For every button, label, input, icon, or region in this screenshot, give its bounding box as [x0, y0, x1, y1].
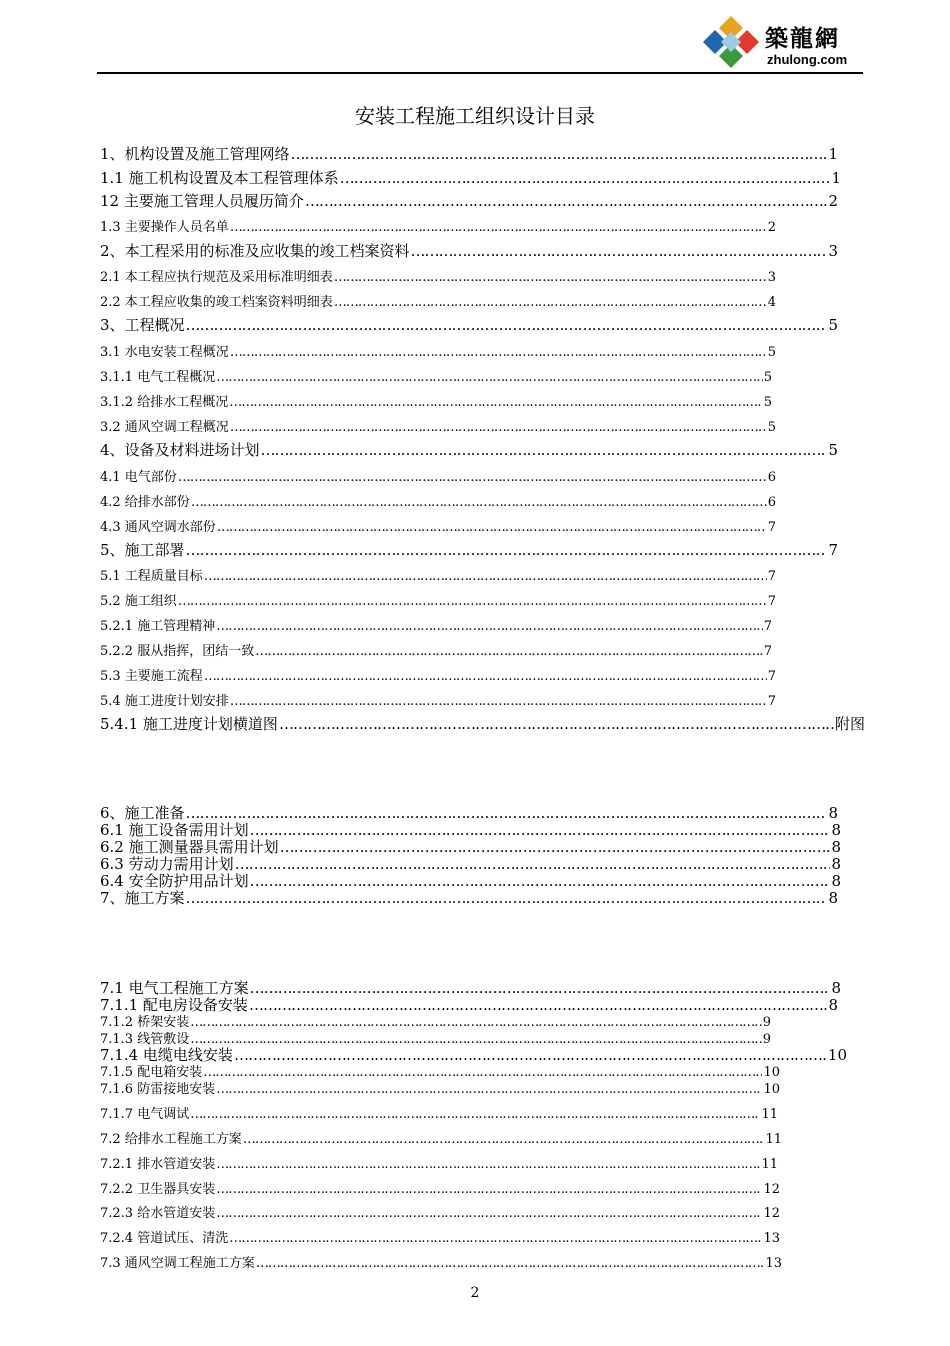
toc-leader-dots	[203, 1065, 762, 1081]
toc-leader-dots	[291, 145, 828, 163]
toc-entry[interactable]	[100, 890, 838, 907]
toc-entry[interactable]	[100, 640, 772, 659]
toc-entry-label: 4.2 给排水部份	[100, 495, 190, 510]
toc-leader-dots	[190, 1107, 760, 1122]
toc-entry[interactable]	[100, 416, 776, 435]
toc-entry-label: 12 主要施工管理人员履历简介	[100, 192, 304, 210]
toc-leader-dots	[186, 316, 828, 334]
toc-entry-label: 6.3 劳动力需用计划	[100, 855, 234, 873]
toc-entry-label: 4、设备及材料进场计划	[100, 441, 260, 459]
toc-entry-page: 5	[763, 370, 772, 385]
toc-leader-dots	[234, 1047, 827, 1064]
toc-leader-dots	[229, 1231, 762, 1246]
toc-entry[interactable]	[100, 341, 776, 360]
toc-entry-page: 8	[831, 979, 841, 997]
toc-entry[interactable]	[100, 143, 838, 164]
toc-entry-label: 5、施工部署	[100, 541, 185, 559]
toc-entry-page: 8	[828, 889, 838, 907]
toc-entry-page: 11	[765, 1132, 782, 1147]
toc-entry-label: 7、施工方案	[100, 889, 185, 907]
toc-entry[interactable]	[100, 665, 776, 684]
toc-leader-dots	[279, 715, 834, 733]
toc-entry-page: 8	[831, 821, 841, 839]
toc-entry-page: 12	[763, 1206, 780, 1221]
toc-entry-label: 2、本工程采用的标准及应收集的竣工档案资料	[100, 242, 410, 260]
toc-entry[interactable]	[100, 491, 776, 510]
toc-leader-dots	[340, 169, 831, 187]
toc-entry-page: 7	[767, 520, 776, 535]
toc-leader-dots	[216, 370, 763, 385]
toc-leader-dots	[216, 1206, 762, 1221]
toc-leader-dots	[178, 594, 767, 609]
toc-entry-page: 12	[763, 1182, 780, 1197]
toc-entry-page: 7	[767, 694, 776, 709]
toc-entry[interactable]	[100, 190, 838, 211]
toc-leader-dots	[411, 242, 828, 260]
toc-entry[interactable]	[100, 167, 841, 188]
toc-entry-label: 7.1.4 电缆电线安装	[100, 1046, 233, 1064]
toc-leader-dots	[190, 1032, 762, 1048]
toc-entry[interactable]	[100, 1128, 782, 1147]
toc-entry[interactable]	[100, 466, 776, 485]
logo-text-chinese: 築龍網	[765, 26, 840, 52]
toc-entry[interactable]	[100, 980, 841, 997]
toc-entry-label: 3.1 水电安装工程概况	[100, 345, 229, 360]
toc-entry[interactable]	[100, 690, 776, 709]
toc-entry-page: 8	[831, 872, 841, 890]
toc-entry[interactable]	[100, 615, 772, 634]
toc-entry-label: 7.1.7 电气调试	[100, 1107, 190, 1122]
toc-leader-dots	[204, 669, 767, 684]
toc-leader-dots	[250, 822, 831, 839]
toc-entry[interactable]	[100, 1252, 782, 1271]
toc-entry[interactable]	[100, 516, 776, 535]
toc-entry[interactable]	[100, 1202, 780, 1221]
toc-entry[interactable]	[100, 839, 841, 856]
toc-entry-label: 5.2.1 施工管理精神	[100, 619, 216, 634]
toc-entry[interactable]	[100, 240, 838, 261]
toc-entry-page: 11	[761, 1157, 778, 1172]
zhulong-diamond-logo-icon	[701, 14, 761, 70]
toc-entry[interactable]	[100, 266, 776, 285]
toc-leader-dots	[186, 890, 828, 907]
toc-entry-page: 7	[763, 619, 772, 634]
toc-entry-label: 2.1 本工程应执行规范及采用标准明细表	[100, 270, 333, 285]
toc-entry[interactable]	[100, 997, 838, 1014]
toc-entry-page: 8	[828, 996, 838, 1014]
toc-entry-label: 4.1 电气部份	[100, 470, 177, 485]
toc-entry-page: 3	[767, 270, 776, 285]
toc-leader-dots	[305, 192, 828, 210]
toc-entry[interactable]	[100, 1103, 778, 1122]
toc-entry-label: 1.1 施工机构设置及本工程管理体系	[100, 169, 339, 187]
toc-entry[interactable]	[100, 1015, 771, 1031]
toc-entry[interactable]	[100, 539, 838, 560]
toc-entry-page: 4	[767, 295, 776, 310]
toc-entry-page: 8	[831, 855, 841, 873]
toc-entry-page: 11	[761, 1107, 778, 1122]
toc-entry-page: 9	[762, 1015, 771, 1030]
toc-leader-dots	[243, 1132, 765, 1147]
header-rule	[97, 72, 863, 74]
toc-entry[interactable]	[100, 439, 838, 460]
toc-leader-dots	[256, 1256, 765, 1271]
toc-entry-label: 5.4.1 施工进度计划横道图	[100, 715, 278, 733]
toc-entry-page: 2	[828, 192, 838, 210]
toc-leader-dots	[230, 420, 767, 435]
toc-leader-dots	[186, 541, 828, 559]
toc-leader-dots	[261, 441, 828, 459]
toc-entry-page: 7	[767, 594, 776, 609]
toc-leader-dots	[178, 470, 767, 485]
toc-entry[interactable]	[100, 590, 776, 609]
toc-entry-page: 6	[767, 470, 776, 485]
toc-leader-dots	[230, 694, 767, 709]
toc-leader-dots	[229, 395, 763, 410]
toc-leader-dots	[230, 345, 767, 360]
toc-entry-label: 4.3 通风空调水部份	[100, 520, 216, 535]
toc-entry-page: 5	[828, 441, 838, 459]
toc-leader-dots	[255, 644, 763, 659]
toc-entry[interactable]	[100, 1227, 780, 1246]
toc-entry-label: 6.2 施工测量器具需用计划	[100, 838, 279, 856]
toc-entry-label: 5.4 施工进度计划安排	[100, 694, 229, 709]
toc-entry-label: 7.1.1 配电房设备安装	[100, 996, 248, 1014]
toc-entry[interactable]	[100, 366, 772, 385]
toc-entry-page: 10	[763, 1082, 780, 1097]
toc-leader-dots	[250, 980, 831, 997]
toc-entry[interactable]	[100, 314, 838, 335]
toc-entry-page: 1	[831, 169, 841, 187]
toc-entry-page: 7	[763, 644, 772, 659]
toc-leader-dots	[204, 569, 767, 584]
toc-entry-label: 3.1.2 给排水工程概况	[100, 395, 229, 410]
toc-entry[interactable]	[100, 713, 865, 734]
toc-entry-label: 1、机构设置及施工管理网络	[100, 145, 290, 163]
toc-entry-label: 3、工程概况	[100, 316, 185, 334]
document-title: 安装工程施工组织设计目录	[355, 104, 595, 128]
toc-entry-label: 7.1.2 桥架安装	[100, 1015, 190, 1030]
toc-entry-page: 7	[767, 669, 776, 684]
toc-entry-label: 7.1.5 配电箱安装	[100, 1065, 203, 1080]
toc-entry[interactable]	[100, 1178, 780, 1197]
toc-entry-page: 7	[828, 541, 838, 559]
toc-entry[interactable]	[100, 822, 841, 839]
toc-entry-page: 5	[767, 420, 776, 435]
toc-entry-label: 6.1 施工设备需用计划	[100, 821, 249, 839]
toc-leader-dots	[217, 520, 767, 535]
toc-entry-page: 9	[762, 1032, 771, 1047]
toc-entry-label: 1.3 主要操作人员名单	[100, 220, 229, 235]
toc-leader-dots	[216, 1157, 760, 1172]
toc-leader-dots	[191, 495, 767, 510]
toc-entry[interactable]	[100, 856, 841, 873]
toc-entry-page: 8	[831, 838, 841, 856]
toc-entry-label: 7.2.4 管道试压、清洗	[100, 1231, 229, 1246]
toc-entry-page: 10	[763, 1065, 780, 1080]
toc-entry[interactable]	[100, 391, 772, 410]
toc-entry-label: 7.1.6 防雷接地安装	[100, 1082, 216, 1097]
toc-entry-label: 7.2.3 给水管道安装	[100, 1206, 216, 1221]
toc-leader-dots	[235, 856, 831, 873]
toc-entry[interactable]	[100, 1082, 780, 1098]
toc-entry-label: 5.2 施工组织	[100, 594, 177, 609]
toc-entry-label: 2.2 本工程应收集的竣工档案资料明细表	[100, 295, 333, 310]
toc-entry-label: 7.2.2 卫生器具安装	[100, 1182, 216, 1197]
toc-leader-dots	[334, 295, 767, 310]
toc-entry[interactable]	[100, 565, 776, 584]
toc-entry-label: 5.2.2 服从指挥，团结一致	[100, 644, 255, 659]
toc-entry-label: 6、施工准备	[100, 804, 185, 822]
toc-entry[interactable]	[100, 805, 838, 822]
toc-entry-page: 3	[828, 242, 838, 260]
toc-leader-dots	[216, 619, 763, 634]
toc-entry-label: 7.1.3 线管敷设	[100, 1032, 190, 1047]
toc-entry-page: 5	[767, 345, 776, 360]
toc-entry-page: 10	[827, 1046, 847, 1064]
toc-entry-label: 7.3 通风空调工程施工方案	[100, 1256, 255, 1271]
toc-entry-page: 13	[765, 1256, 782, 1271]
toc-entry-label: 5.3 主要施工流程	[100, 669, 203, 684]
toc-entry[interactable]	[100, 1153, 778, 1172]
zhulong-logo	[701, 12, 871, 70]
toc-leader-dots	[230, 220, 767, 235]
toc-entry-label: 3.2 通风空调工程概况	[100, 420, 229, 435]
toc-entry-page: 1	[828, 145, 838, 163]
toc-leader-dots	[250, 873, 831, 890]
toc-entry[interactable]	[100, 1047, 847, 1064]
toc-entry-label: 6.4 安全防护用品计划	[100, 872, 249, 890]
toc-leader-dots	[190, 1015, 762, 1031]
toc-entry-page: 5	[828, 316, 838, 334]
toc-entry-label: 7.1 电气工程施工方案	[100, 979, 249, 997]
toc-leader-dots	[334, 270, 767, 285]
toc-entry-page: 6	[767, 495, 776, 510]
toc-entry[interactable]	[100, 1065, 780, 1081]
toc-leader-dots	[280, 839, 831, 856]
toc-leader-dots	[249, 997, 828, 1014]
toc-entry[interactable]	[100, 291, 776, 310]
toc-leader-dots	[216, 1082, 762, 1098]
toc-entry-page: 5	[763, 395, 772, 410]
toc-leader-dots	[216, 1182, 762, 1197]
page-number: 2	[470, 1285, 480, 1301]
toc-entry-label: 7.2 给排水工程施工方案	[100, 1132, 242, 1147]
toc-entry-page: 2	[767, 220, 776, 235]
toc-entry-page: 7	[767, 569, 776, 584]
toc-entry[interactable]	[100, 873, 841, 890]
toc-leader-dots	[186, 805, 828, 822]
toc-entry-label: 7.2.1 排水管道安装	[100, 1157, 216, 1172]
toc-entry-page: 8	[828, 804, 838, 822]
toc-entry[interactable]	[100, 216, 776, 235]
toc-entry-page: 附图	[834, 715, 865, 733]
logo-text-english: zhulong.com	[767, 52, 848, 67]
toc-entry-label: 5.1 工程质量目标	[100, 569, 203, 584]
toc-entry-label: 3.1.1 电气工程概况	[100, 370, 216, 385]
toc-entry-page: 13	[763, 1231, 780, 1246]
